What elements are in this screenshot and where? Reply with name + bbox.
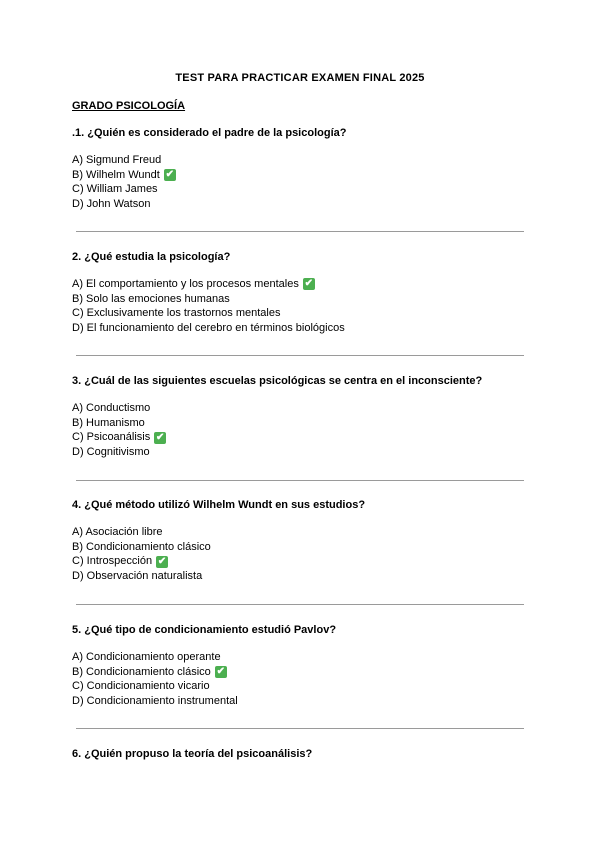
answer-option-label: D) John Watson bbox=[72, 198, 151, 211]
question-text: 6. ¿Quién propuso la teoría del psicoanálisis? bbox=[72, 748, 313, 760]
answer-option bbox=[72, 540, 532, 555]
check-mark-icon: ✔ bbox=[165, 169, 175, 181]
answer-option-label: C) Exclusivamente los trastornos mentales bbox=[72, 307, 281, 320]
question-block bbox=[72, 498, 532, 584]
answer-option bbox=[72, 306, 532, 321]
options-list bbox=[72, 277, 532, 336]
question-text: .1. ¿Quién es considerado el padre de la psicología? bbox=[72, 127, 347, 139]
answer-option-label: D) Cognitivismo bbox=[72, 446, 150, 459]
answer-option-label: B) Humanismo bbox=[72, 416, 145, 429]
answer-option-label: A) Asociación libre bbox=[72, 526, 163, 538]
question-text: 3. ¿Cuál de las siguientes escuelas psicológicas se centra en el inconsciente? bbox=[72, 375, 483, 387]
options-list bbox=[72, 650, 532, 709]
answer-option-label: D) Observación naturalista bbox=[72, 570, 203, 583]
check-mark-icon: ✔ bbox=[156, 431, 165, 443]
answer-option bbox=[72, 525, 532, 540]
question-text: 2. ¿Qué estudia la psicología? bbox=[72, 251, 231, 263]
question-text: 5. ¿Qué tipo de condicionamiento estudió Pavlov? bbox=[72, 624, 337, 636]
answer-option bbox=[72, 277, 532, 292]
divider bbox=[76, 480, 524, 481]
answer-option bbox=[72, 153, 532, 168]
answer-option bbox=[72, 416, 532, 431]
answer-option-label: A) Condicionamiento operante bbox=[72, 651, 221, 663]
answer-option bbox=[72, 197, 532, 212]
answer-option bbox=[72, 650, 532, 665]
options-list bbox=[72, 525, 532, 584]
answer-option-label: B) Condicionamiento clásico bbox=[72, 665, 211, 678]
document-title: TEST PARA PRACTICAR EXAMEN FINAL 2025 bbox=[175, 72, 425, 84]
answer-option bbox=[72, 401, 532, 416]
answer-option-label: D) El funcionamiento del cerebro en términos biológicos bbox=[72, 322, 345, 335]
check-mark-icon: ✔ bbox=[157, 555, 167, 567]
answer-option bbox=[72, 569, 532, 584]
answer-option bbox=[72, 694, 532, 709]
divider bbox=[76, 355, 524, 356]
question-block bbox=[72, 747, 532, 761]
check-mark-icon: ✔ bbox=[304, 278, 314, 290]
options-list bbox=[72, 153, 532, 212]
answer-option bbox=[72, 679, 532, 694]
question-block bbox=[72, 126, 532, 212]
answer-option bbox=[72, 554, 532, 569]
check-mark-icon: ✔ bbox=[216, 666, 225, 678]
answer-option bbox=[72, 321, 532, 336]
question-text: 4. ¿Qué método utilizó Wilhelm Wundt en sus estudios? bbox=[72, 499, 366, 511]
answer-option bbox=[72, 445, 532, 460]
answer-option bbox=[72, 430, 532, 445]
answer-option-label: D) Condicionamiento instrumental bbox=[72, 695, 238, 708]
answer-option-label: B) Wilhelm Wundt bbox=[72, 168, 160, 181]
divider bbox=[76, 604, 524, 605]
options-list bbox=[72, 401, 532, 460]
question-block bbox=[72, 250, 532, 336]
answer-option-label: B) Solo las emociones humanas bbox=[72, 292, 230, 305]
divider bbox=[76, 231, 524, 232]
answer-option bbox=[72, 292, 532, 307]
answer-option bbox=[72, 168, 532, 183]
answer-option-label: C) Condicionamiento vicario bbox=[72, 680, 210, 693]
document-subtitle: GRADO PSICOLOGÍA bbox=[72, 100, 186, 112]
divider bbox=[76, 728, 524, 729]
answer-option-label: C) Psicoanálisis bbox=[72, 431, 151, 444]
answer-option-label: C) Introspección bbox=[72, 555, 153, 568]
question-block bbox=[72, 623, 532, 709]
answer-option-label: C) William James bbox=[72, 183, 158, 196]
answer-option-label: A) El comportamiento y los procesos mentales bbox=[72, 278, 299, 290]
answer-option-label: A) Sigmund Freud bbox=[72, 154, 162, 166]
answer-option-label: B) Condicionamiento clásico bbox=[72, 540, 211, 553]
answer-option-label: A) Conductismo bbox=[72, 402, 151, 414]
answer-option bbox=[72, 665, 532, 680]
answer-option bbox=[72, 182, 532, 197]
question-block bbox=[72, 374, 532, 460]
